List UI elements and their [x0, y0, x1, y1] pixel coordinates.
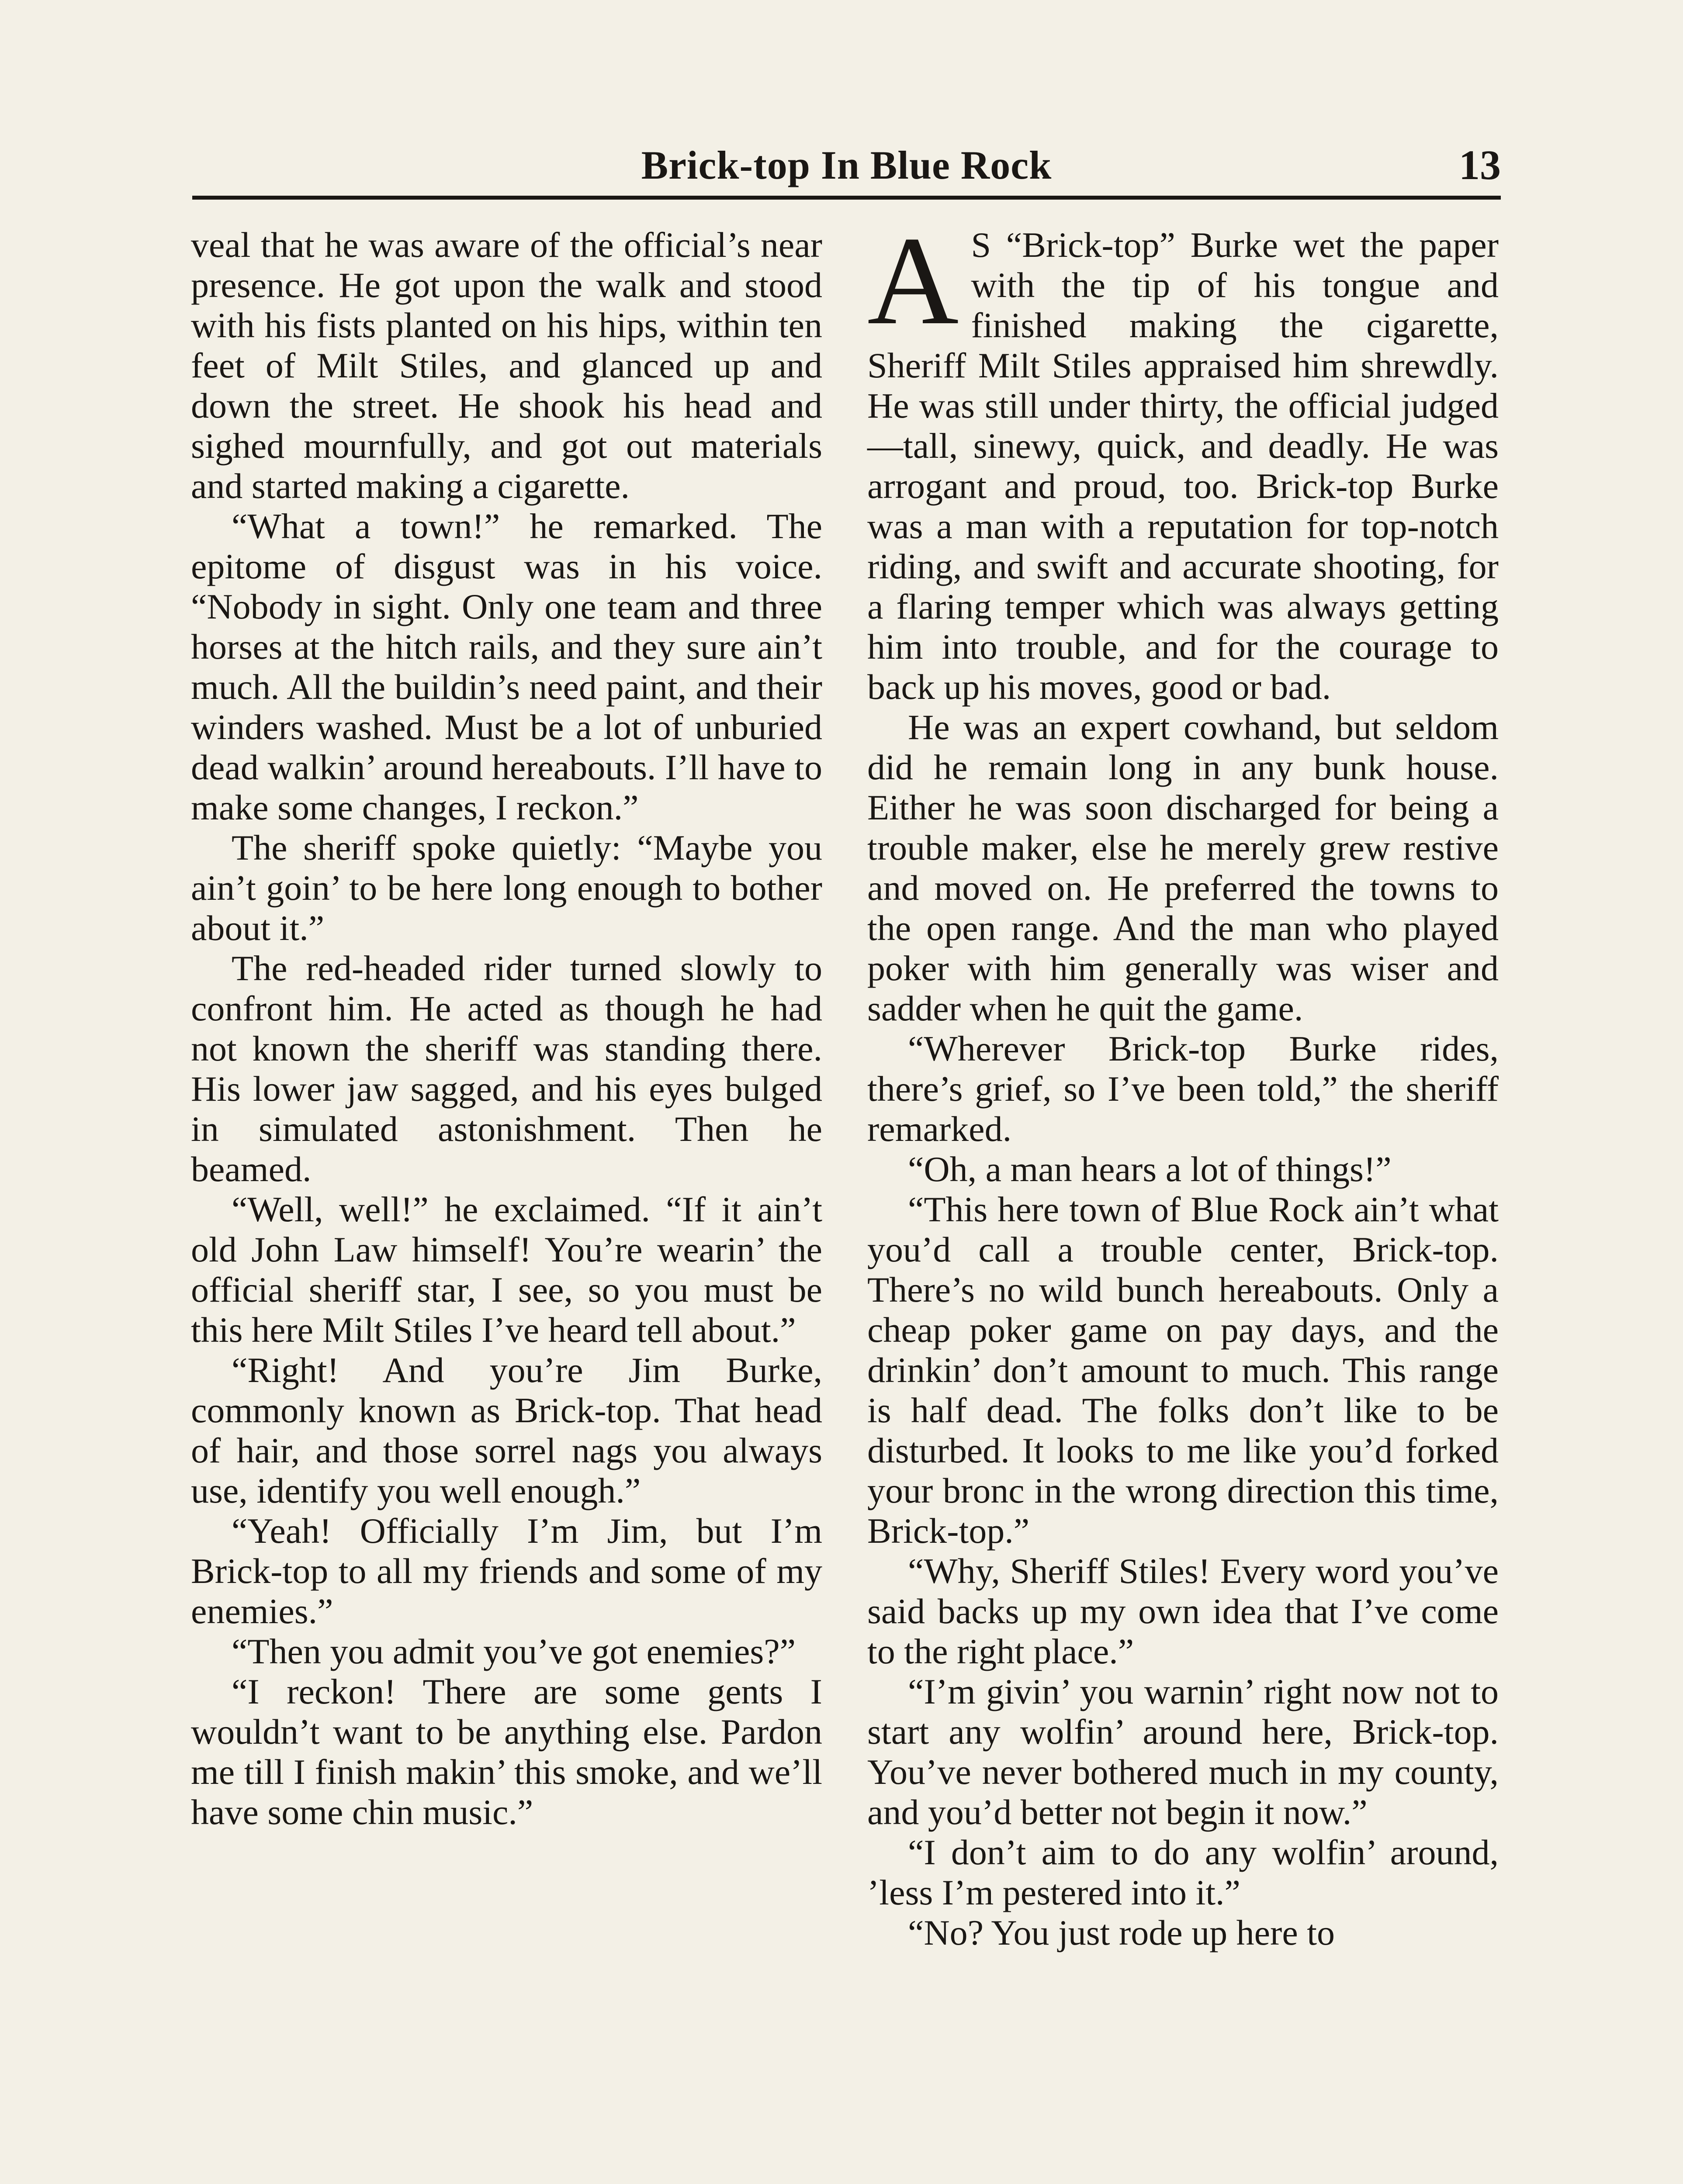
- paragraph: He was an expert cowhand, but seldom did he remain long in any bunk house. Either he was soon discharged for being a trouble maker, else he merely grew restive and moved on. He preferred the towns to the open range. And the man who played poker with him generally was wiser and sadder when he quit the game.: [867, 707, 1499, 1028]
- paragraph: “What a town!” he remarked. The epitome of disgust was in his voice. “Nobody in sight. Only one team and three horses at the hitch rails, and they sure ain’t much. All the buildin’s need paint, and their winders washed. Must be a lot of unburied dead walkin’ around hereabouts. I’ll have to make some changes, I reckon.”: [191, 506, 822, 827]
- opening-text: S “Brick-top” Burke wet the paper with the tip of his tongue and finished making the cigarette, Sheriff Milt Stiles appraised him shrewdly. He was still under thirty, the official judged—tall, sinewy, quick, and deadly. He was arrogant and proud, too. Brick-top Burke was a man with a reputation for top-notch riding, and swift and accurate shooting, for a flaring temper which was always getting him into trouble, and for the courage to back up his moves, good or bad.: [867, 225, 1499, 707]
- paragraph: “Then you admit you’ve got enemies?”: [232, 1631, 796, 1671]
- paragraph: “No? You just rode up here to: [908, 1913, 1335, 1952]
- drop-cap: A: [867, 211, 959, 351]
- paragraph: “Yeah! Officially I’m Jim, but I’m Brick-top to all my friends and some of my enemies.”: [191, 1511, 822, 1631]
- paragraph: “Right! And you’re Jim Burke, commonly known as Brick-top. That head of hair, and those sorrel nags you always use, identify you well enough.”: [191, 1350, 822, 1510]
- paragraph: “Wherever Brick-top Burke rides, there’s grief, so I’ve been told,” the sheriff remarked.: [867, 1029, 1499, 1149]
- paragraph: “Well, well!” he exclaimed. “If it ain’t old John Law himself! You’re wearin’ the official sheriff star, I see, so you must be this here Milt Stiles I’ve heard tell about.”: [191, 1189, 822, 1350]
- paragraph: The sheriff spoke quietly: “Maybe you ain’t goin’ to be here long enough to bother about it.”: [191, 828, 822, 948]
- right-column: [867, 211, 1499, 1953]
- paragraph: The red-headed rider turned slowly to confront him. He acted as though he had not known the sheriff was standing there. His lower jaw sagged, and his eyes bulged in simulated astonishment. Then he beamed.: [191, 948, 822, 1189]
- opening-paragraph: [867, 211, 1499, 707]
- running-title: Brick-top In Blue Rock: [641, 143, 1052, 187]
- paragraph: veal that he was aware of the official’s near presence. He got upon the walk and stood with his fists planted on his hips, within ten feet of Milt Stiles, and glanced up and down the street. He shook his head and sighed mournfully, and got out materials and started making a cigarette.: [191, 225, 822, 506]
- paragraph: “This here town of Blue Rock ain’t what you’d call a trouble center, Brick-top. There’s no wild bunch hereabouts. Only a cheap poker game on pay days, and the drinkin’ don’t amount to much. This range is half dead. The folks don’t like to be disturbed. It looks to me like you’d forked your bronc in the wrong direction this time, Brick-top.”: [867, 1189, 1499, 1551]
- paragraph: “I reckon! There are some gents I wouldn’t want to be anything else. Pardon me till I finish makin’ this smoke, and we’ll have some chin music.”: [191, 1672, 822, 1832]
- paragraph: “Oh, a man hears a lot of things!”: [908, 1149, 1392, 1189]
- left-column: [191, 225, 822, 1832]
- paragraph: “I’m givin’ you warnin’ right now not to start any wolfin’ around here, Brick-top. You’ve never bothered much in my county, and you’d better not begin it now.”: [867, 1672, 1499, 1832]
- paragraph: “Why, Sheriff Stiles! Every word you’ve said backs up my own idea that I’ve come to the right place.”: [867, 1551, 1499, 1671]
- paragraph: “I don’t aim to do any wolfin’ around, ’less I’m pestered into it.”: [867, 1832, 1499, 1912]
- page-number: 13: [1459, 142, 1501, 188]
- page-header: [192, 139, 1501, 191]
- header-rule: [192, 196, 1501, 200]
